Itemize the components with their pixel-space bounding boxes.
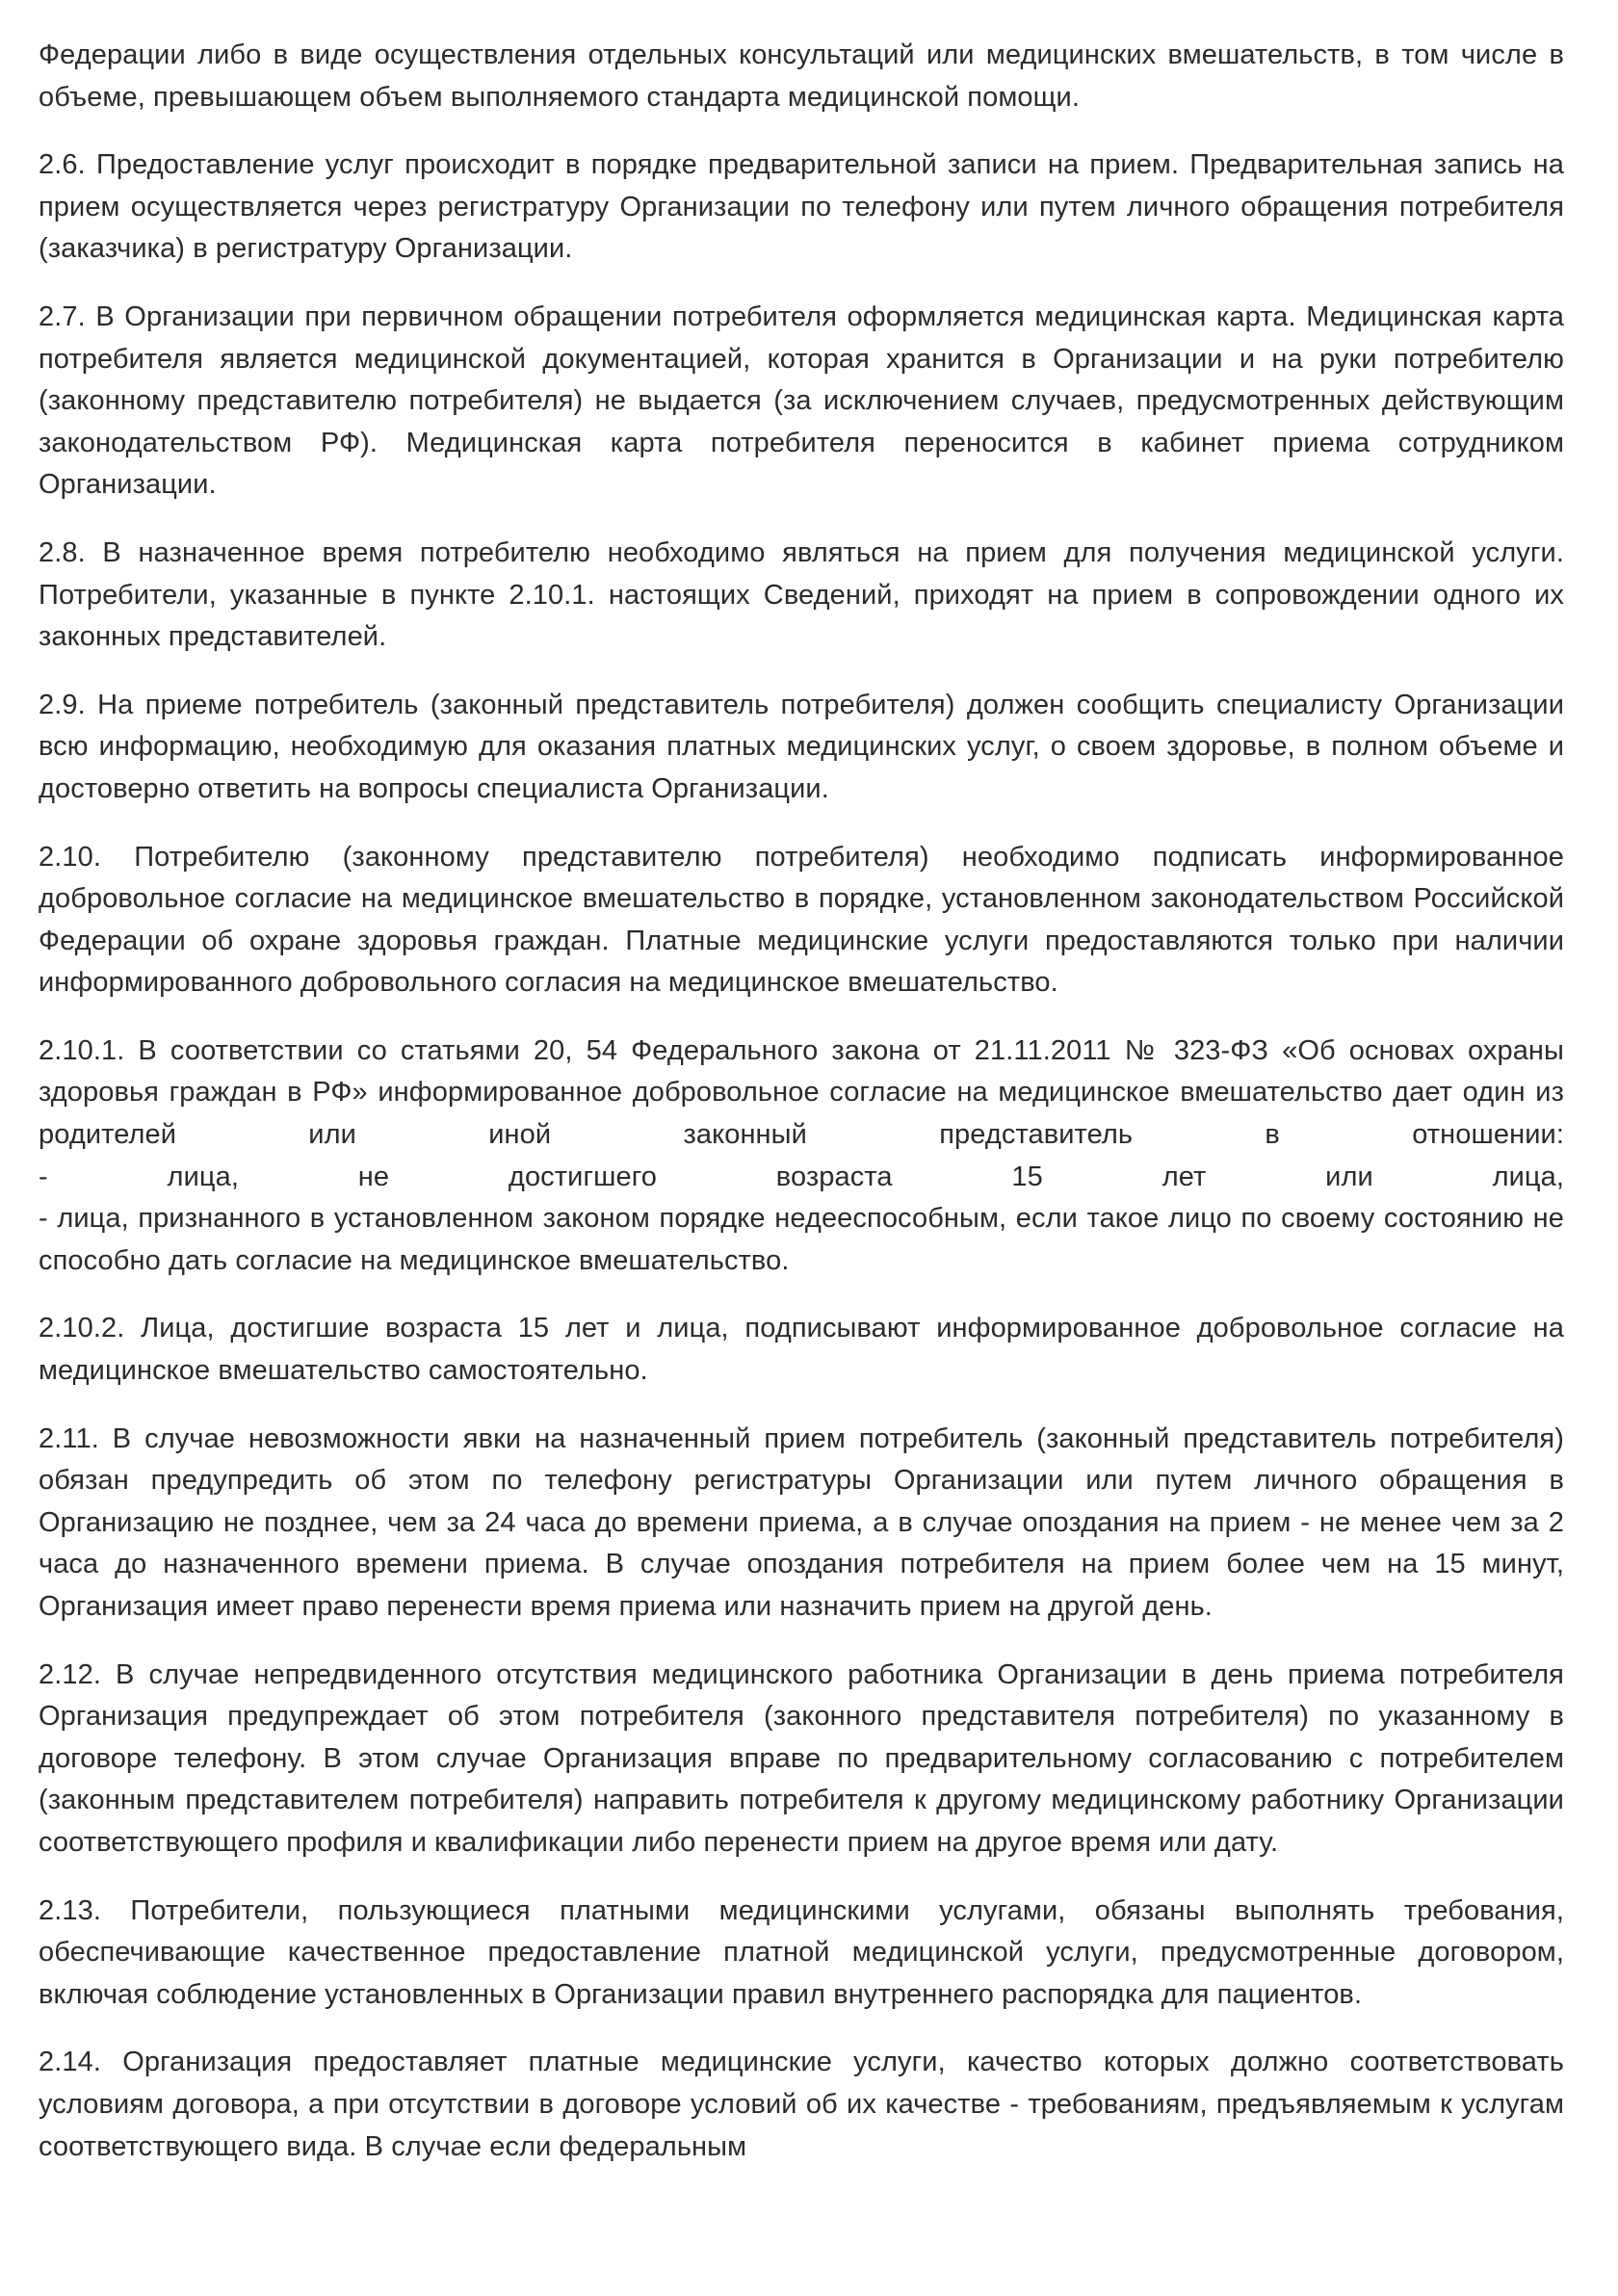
- paragraph-2-6: 2.6. Предоставление услуг происходит в порядке предварительной записи на прием. Предварительная запись на прием осуществляется через регистратуру Организации по телефону или путем личного обращения потребителя (заказчика) в регистратуру Организации.: [39, 149, 1564, 265]
- paragraph-2-13: 2.13. Потребители, пользующиеся платными медицинскими услугами, обязаны выполнять требования, обеспечивающие качественное предоставление платной медицинской услуги, предусмотренные договором, включая соблюдение установленных в Организации правил внутреннего распорядка для пациентов.: [39, 1894, 1564, 2010]
- paragraph-2-10-1-intro: 2.10.1. В соответствии со статьями 20, 54 Федерального закона от 21.11.2011 № 323-ФЗ «Об основах охраны здоровья граждан в РФ» информированное добровольное согласие на медицинское вмешательство дает один из родителей или иной законный представитель в отношении:: [39, 1034, 1564, 1151]
- paragraph-2-10-1-item-2: - лица, признанного в установленном законом порядке недееспособным, если такое лицо по своему состоянию не способно дать согласие на медицинское вмешательство.: [39, 1203, 1564, 1276]
- paragraph-2-10-1-item-1: - лица, не достигшего возраста 15 лет или лица,: [39, 1161, 1564, 1192]
- paragraph-2-8: 2.8. В назначенное время потребителю необходимо являться на прием для получения медицинской услуги. Потребители, указанные в пункте 2.10.1. настоящих Сведений, приходят на прием в сопровождении одного их законных представителей.: [39, 536, 1564, 653]
- paragraph-2-9: 2.9. На приеме потребитель (законный представитель потребителя) должен сообщить специалисту Организации всю информацию, необходимую для оказания платных медицинских услуг, о своем здоровье, в полном объеме и достоверно ответить на вопросы специалиста Организации.: [39, 689, 1564, 804]
- paragraph-2-12: 2.12. В случае непредвиденного отсутствия медицинского работника Организации в день приема потребителя Организация предупреждает об этом потребителя (законного представителя потребителя) по указанному в договоре телефону. В этом случае Организация вправе по предварительному согласованию с потребителем (законным представителем потребителя) направить потребителя к другому медицинскому работнику Организации соответствующего профиля и квалификации либо перенести прием на другое время или дату.: [39, 1658, 1564, 1858]
- paragraph-2-10: 2.10. Потребителю (законному представителю потребителя) необходимо подписать информированное добровольное согласие на медицинское вмешательство в порядке, установленном законодательством Российской Федерации об охране здоровья граждан. Платные медицинские услуги предоставляются только при наличии информированного добровольного согласия на медицинское вмешательство.: [39, 841, 1564, 999]
- paragraph-2-14: 2.14. Организация предоставляет платные медицинские услуги, качество которых должно соответствовать условиям договора, а при отсутствии в договоре условий об их качестве - требованиям, предъявляемым к услугам соответствующего вида. В случае если федеральным: [39, 2047, 1564, 2162]
- paragraph-2-10-2: 2.10.2. Лица, достигшие возраста 15 лет и лица, подписывают информированное добровольное согласие на медицинское вмешательство самостоятельно.: [39, 1313, 1564, 1387]
- paragraph-2-5-continuation: Федерации либо в виде осуществления отдельных консультаций или медицинских вмешательств, в том числе в объеме, превышающем объем выполняемого стандарта медицинской помощи.: [39, 39, 1564, 113]
- document-body: [39, 35, 1564, 2194]
- paragraph-2-11: 2.11. В случае невозможности явки на назначенный прием потребитель (законный представитель потребителя) обязан предупредить об этом по телефону регистратуры Организации или путем личного обращения в Организацию не позднее, чем за 24 часа до времени приема, а в случае опоздания на прием - не менее чем за 2 часа до назначенного времени приема. В случае опоздания потребителя на прием более чем на 15 минут, Организация имеет право перенести время приема или назначить прием на другой день.: [39, 1422, 1564, 1622]
- paragraph-2-7: 2.7. В Организации при первичном обращении потребителя оформляется медицинская карта. Медицинская карта потребителя является медицинской документацией, которая хранится в Организации и на руки потребителю (законному представителю потребителя) не выдается (за исключением случаев, предусмотренных действующим законодательством РФ). Медицинская карта потребителя переносится в кабинет приема сотрудником Организации.: [39, 300, 1564, 501]
- paragraph-2-10-1: [39, 1031, 1564, 1283]
